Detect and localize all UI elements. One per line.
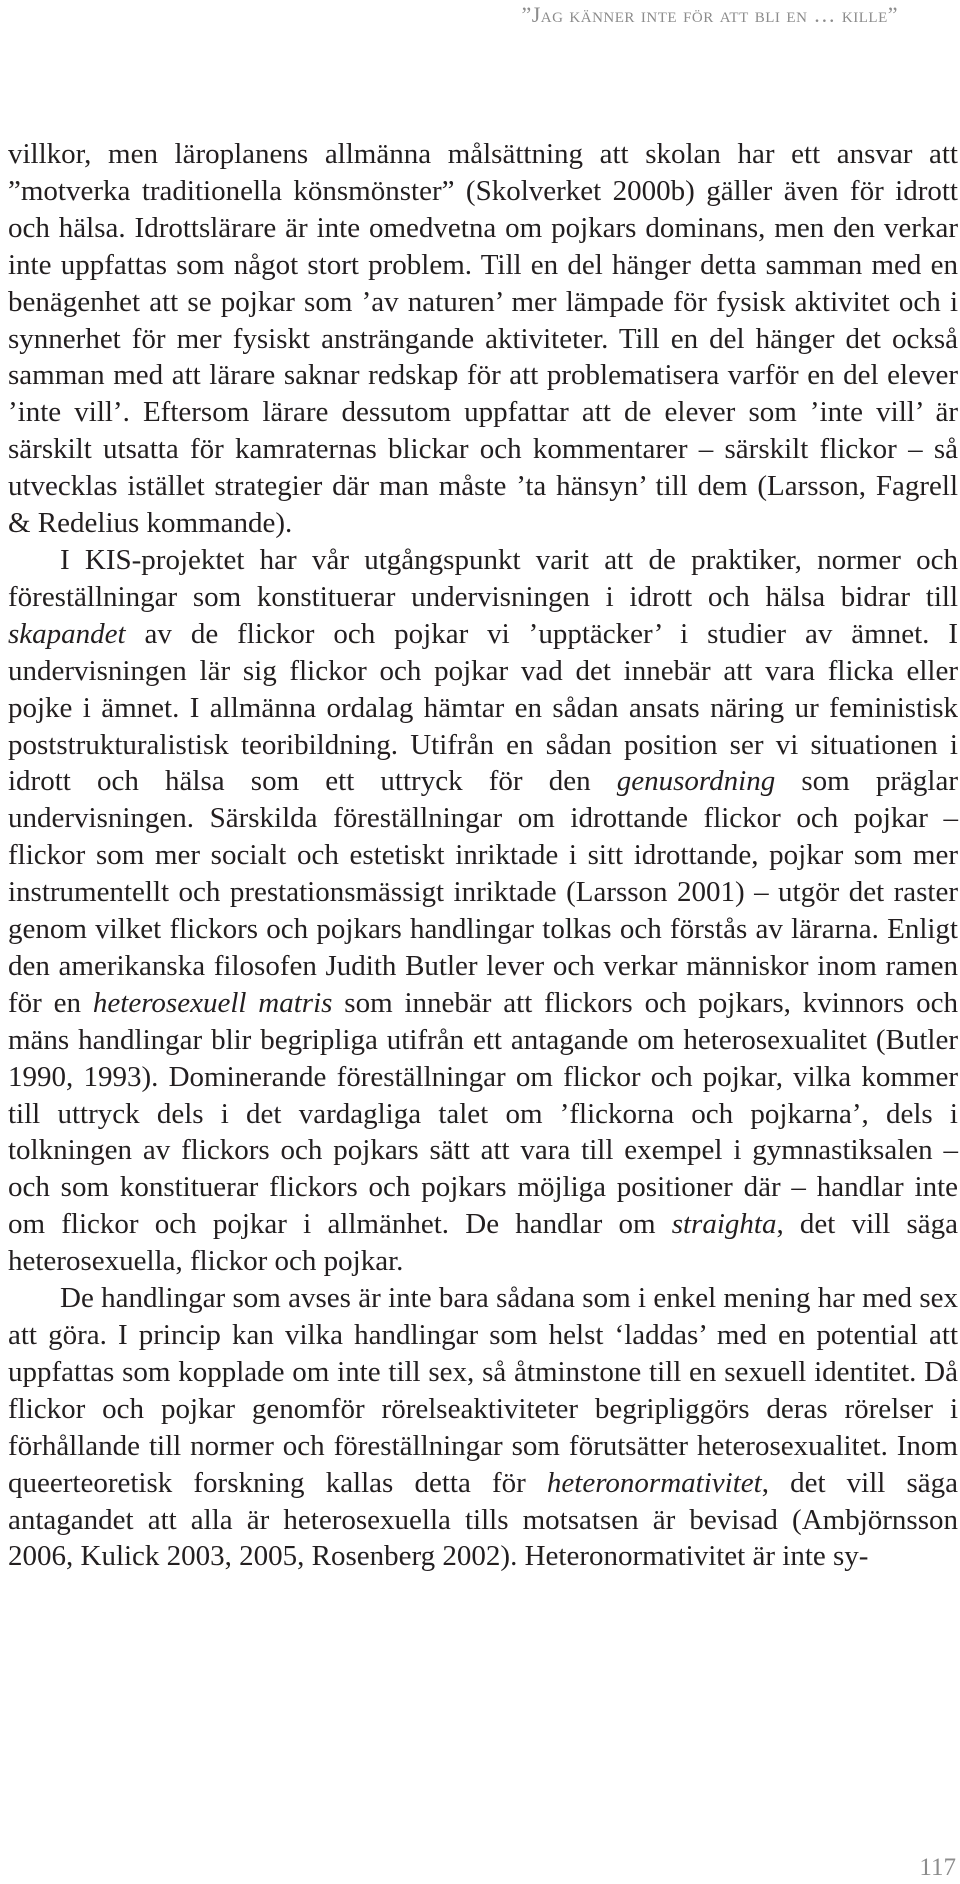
paragraph-3 bbox=[8, 1280, 958, 1575]
emphasized-term: genusordning bbox=[616, 765, 776, 798]
body-text bbox=[8, 136, 958, 1575]
emphasized-term: heteronormativitet bbox=[546, 1466, 762, 1499]
paragraph-2 bbox=[8, 542, 958, 1280]
emphasized-term: straighta bbox=[671, 1208, 777, 1241]
running-head: ”Jag känner inte för att bli en … kille” bbox=[521, 2, 898, 27]
text-run: som präglar undervisningen. Särskilda föreställningar om idrottande flickor och pojkar – flickor som mer socialt och estetiskt inriktade i sitt idrottande, pojkar som mer instrumentellt och prestationsmässigt inriktade (Larsson 2001) – utgör det raster genom vilket flickors och pojkars handlingar tolkas och förstås av lärarna. Enligt den amerikanska filosofen Judith Butler lever och verkar människor inom ramen för en bbox=[8, 765, 958, 1019]
page-number: 117 bbox=[919, 1854, 956, 1881]
emphasized-term: skapandet bbox=[8, 617, 126, 650]
emphasized-term: heterosexuell matris bbox=[92, 986, 333, 1019]
text-run: , det vill säga heterosexuella, flickor och pojkar. bbox=[8, 1208, 958, 1278]
text-run: villkor, men läroplanens allmänna målsättning att skolan har ett ansvar att ”motverka traditionella könsmönster” (Skolverket 2000b) gäller även för idrott och hälsa. Idrottslärare är inte omedvetna om pojkars dominans, men den verkar inte uppfattas som något stort problem. Till en del hänger detta samman med en benägenhet att se pojkar som ’av naturen’ mer lämpade för fysisk aktivitet och i synnerhet för mer fysiskt ansträngande aktiviteter. Till en del hänger det också samman med att lärare saknar redskap för att problematisera varför en del elever ’inte vill’. Eftersom lärare dessutom uppfattar att de elever som ’inte vill’ är särskilt utsatta för kamraternas blickar och kommentarer – särskilt flickor – så utvecklas istället strategier där man måste ’ta hänsyn’ till dem (Larsson, Fagrell & Redelius kommande). bbox=[8, 138, 958, 540]
paragraph-1 bbox=[8, 136, 958, 542]
text-run: som innebär att flickors och pojkars, kvinnors och mäns handlingar blir begripliga utifrån ett antagande om heterosexualitet (Butler 1990, 1993). Dominerande föreställningar om flickor och pojkar, vilka kommer till uttryck dels i det vardagliga talet om ’flickorna och pojkarna’, dels i tolkningen av flickors och pojkars sätt att vara till exempel i gymnastiksalen – och som konstituerar flickors och pojkars möjliga positioner där – handlar inte om flickor och pojkar i allmänhet. De handlar om bbox=[8, 986, 958, 1241]
text-run: av de flickor och pojkar vi ’upptäcker’ i studier av ämnet. I undervisningen lär sig flickor och pojkar vad det innebär att vara flicka eller pojke i ämnet. I allmänna ordalag hämtar en sådan ansats näring ur feministisk poststrukturalistisk teoribildning. Utifrån en sådan position ser vi situationen i idrott och hälsa som ett uttryck för den bbox=[8, 617, 958, 798]
text-run: , det vill säga antagandet att alla är heterosexuella tills motsatsen är bevisad (Ambjörnsson 2006, Kulick 2003, 2005, Rosenberg 2002). Heteronormativitet är inte sy- bbox=[8, 1466, 958, 1573]
text-run: I KIS-projektet har vår utgångspunkt varit att de praktiker, normer och föreställningar som konstituerar undervisningen i idrott och hälsa bidrar till bbox=[8, 543, 958, 613]
text-run: De handlingar som avses är inte bara sådana som i enkel mening har med sex att göra. I princip kan vilka handlingar som helst ‘laddas’ med en potential att uppfattas som kopplade om inte till sex, så åtminstone till en sexuell identitet. Då flickor och pojkar genomför rörelseaktiviteter begripliggörs deras rörelser i förhållande till normer och föreställningar som förutsätter heterosexualitet. Inom queerteoretisk forskning kallas detta för bbox=[8, 1282, 958, 1499]
